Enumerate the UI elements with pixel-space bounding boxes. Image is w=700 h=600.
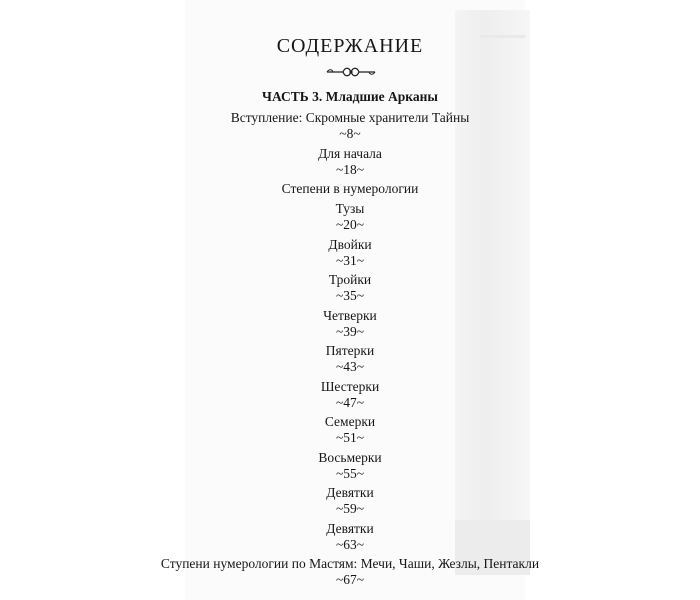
toc-entries	[140, 110, 560, 588]
toc-entry-title: Четверки	[323, 307, 377, 323]
toc-entry-title: Девятки	[326, 520, 374, 536]
toc-entry[interactable]	[140, 379, 560, 411]
toc-entry-title: Шестерки	[320, 378, 380, 394]
toc-entry[interactable]	[140, 272, 560, 304]
page-title: СОДЕРЖАНИЕ	[276, 35, 424, 57]
toc-entry-title: Девятки	[326, 485, 374, 500]
toc-entry-title: Восьмерки	[318, 449, 382, 465]
toc-entry-page: ~8~	[339, 126, 361, 141]
toc-entry-page: ~67~	[335, 572, 365, 587]
ornament-divider-icon	[325, 66, 377, 78]
toc-entry-page: ~63~	[335, 536, 365, 552]
toc-entry[interactable]	[140, 343, 560, 375]
toc-entry-page: ~47~	[335, 394, 365, 410]
toc-entry-title: Семерки	[324, 414, 376, 429]
toc-entry-page: ~51~	[335, 430, 365, 445]
toc-entry[interactable]	[140, 201, 560, 233]
toc-entry-title: Для начала	[318, 145, 382, 161]
toc-entry-title: Ступени нумерологии по Мастям: Мечи, Чаши, Жезлы, Пентакли	[160, 556, 540, 571]
toc-entry-page: ~59~	[335, 501, 365, 516]
toc-entry-page: ~31~	[335, 252, 365, 268]
toc-entry-title: Степени в нумерологии	[281, 181, 419, 196]
toc-section-heading[interactable]	[140, 181, 560, 197]
toc-entry-page: ~55~	[335, 465, 365, 481]
toc-entry[interactable]	[140, 414, 560, 446]
toc-entry[interactable]	[140, 521, 560, 553]
toc-entry[interactable]	[140, 146, 560, 178]
toc-entry-page: ~20~	[335, 217, 365, 232]
toc-entry[interactable]	[140, 308, 560, 340]
toc-entry-page: ~18~	[335, 161, 365, 177]
toc-entry-title: Вступление: Скромные хранители Тайны	[230, 110, 470, 125]
table-of-contents-page	[140, 0, 560, 600]
toc-entry-page: ~39~	[335, 323, 365, 339]
toc-entry-page: ~43~	[335, 359, 365, 374]
toc-entry[interactable]	[140, 237, 560, 269]
toc-entry-page: ~35~	[335, 288, 365, 303]
part-heading: ЧАСТЬ 3. Младшие Арканы	[262, 89, 438, 104]
toc-entry-title: Тройки	[328, 272, 372, 287]
toc-entry[interactable]	[140, 485, 560, 517]
toc-entry-title: Пятерки	[325, 343, 375, 358]
toc-entry[interactable]	[140, 450, 560, 482]
toc-entry-title: Двойки	[328, 236, 372, 252]
toc-entry[interactable]	[120, 556, 580, 588]
toc-entry[interactable]	[140, 110, 560, 142]
toc-entry-title: Тузы	[335, 201, 365, 216]
